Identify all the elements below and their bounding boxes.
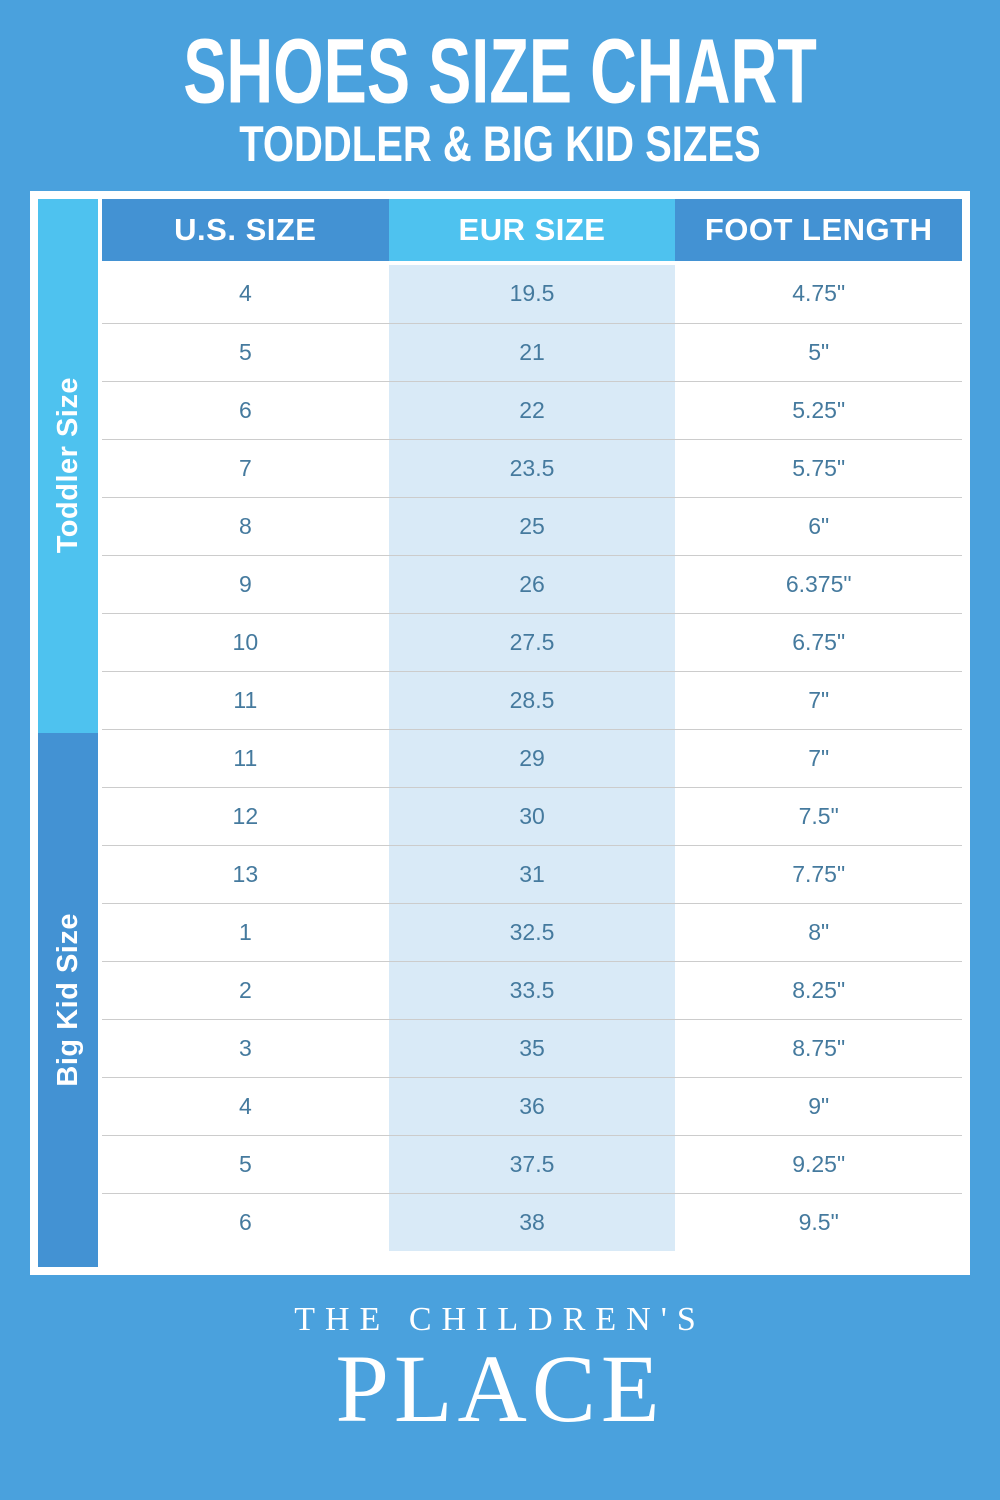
eur-size-cell: 37.5 — [389, 1136, 676, 1193]
foot-length-cell: 6.375" — [675, 556, 962, 613]
us-size-cell: 10 — [102, 614, 389, 671]
foot-length-cell: 7.5" — [675, 788, 962, 845]
eur-size-cell: 25 — [389, 498, 676, 555]
table-row — [102, 1077, 962, 1135]
table-row — [102, 1019, 962, 1077]
toddler-size-label: Toddler Size — [51, 377, 84, 554]
table-row — [102, 845, 962, 903]
foot-length-cell: 8.25" — [675, 962, 962, 1019]
foot-length-cell: 5" — [675, 324, 962, 381]
table-row — [102, 381, 962, 439]
page-subtitle: TODDLER & BIG KID SIZES — [239, 116, 761, 172]
eur-size-cell: 32.5 — [389, 904, 676, 961]
brand-name-top: THE CHILDREN'S — [294, 1300, 706, 1338]
us-size-cell: 4 — [102, 265, 389, 323]
table-row — [102, 671, 962, 729]
title-block — [0, 0, 1000, 171]
eur-size-cell: 30 — [389, 788, 676, 845]
us-size-cell: 8 — [102, 498, 389, 555]
page-title: SHOES SIZE CHART — [183, 20, 817, 123]
table-row — [102, 961, 962, 1019]
table-row — [102, 439, 962, 497]
eur-size-cell: 26 — [389, 556, 676, 613]
table-row — [102, 323, 962, 381]
size-chart-panel — [30, 191, 970, 1275]
us-size-header: U.S. SIZE — [102, 199, 389, 261]
big-kid-size-label: Big Kid Size — [51, 912, 84, 1087]
us-size-cell: 5 — [102, 1136, 389, 1193]
brand-logo — [0, 1300, 1000, 1442]
eur-size-cell: 19.5 — [389, 265, 676, 323]
eur-size-cell: 27.5 — [389, 614, 676, 671]
foot-length-cell: 5.75" — [675, 440, 962, 497]
eur-size-cell: 33.5 — [389, 962, 676, 1019]
table-row — [102, 1135, 962, 1193]
us-size-cell: 7 — [102, 440, 389, 497]
section-label-column — [38, 199, 98, 1267]
us-size-cell: 6 — [102, 382, 389, 439]
table-row — [102, 1193, 962, 1251]
us-size-cell: 9 — [102, 556, 389, 613]
eur-size-cell: 38 — [389, 1194, 676, 1251]
us-size-cell: 3 — [102, 1020, 389, 1077]
eur-size-cell: 21 — [389, 324, 676, 381]
eur-size-cell: 23.5 — [389, 440, 676, 497]
us-size-cell: 4 — [102, 1078, 389, 1135]
table-row — [102, 613, 962, 671]
eur-size-cell: 36 — [389, 1078, 676, 1135]
foot-length-cell: 6.75" — [675, 614, 962, 671]
eur-size-cell: 28.5 — [389, 672, 676, 729]
table-row — [102, 497, 962, 555]
brand-name-bottom: PLACE — [335, 1334, 665, 1442]
foot-length-cell: 9.5" — [675, 1194, 962, 1251]
us-size-cell: 11 — [102, 730, 389, 787]
foot-length-cell: 9.25" — [675, 1136, 962, 1193]
big-kid-size-strip — [38, 733, 98, 1267]
us-size-cell: 13 — [102, 846, 389, 903]
foot-length-cell: 8" — [675, 904, 962, 961]
foot-length-cell: 7" — [675, 730, 962, 787]
us-size-cell: 5 — [102, 324, 389, 381]
foot-length-cell: 4.75" — [675, 265, 962, 323]
us-size-cell: 2 — [102, 962, 389, 1019]
table-row — [102, 787, 962, 845]
us-size-cell: 11 — [102, 672, 389, 729]
size-table — [102, 199, 962, 1267]
size-chart-inner — [38, 199, 962, 1267]
table-row — [102, 903, 962, 961]
eur-size-header: EUR SIZE — [389, 199, 676, 261]
eur-size-cell: 31 — [389, 846, 676, 903]
foot-length-cell: 9" — [675, 1078, 962, 1135]
foot-length-header: FOOT LENGTH — [675, 199, 962, 261]
toddler-size-strip — [38, 199, 98, 733]
eur-size-cell: 22 — [389, 382, 676, 439]
table-body — [102, 265, 962, 1251]
eur-size-cell: 29 — [389, 730, 676, 787]
table-row — [102, 265, 962, 323]
foot-length-cell: 8.75" — [675, 1020, 962, 1077]
foot-length-cell: 7.75" — [675, 846, 962, 903]
us-size-cell: 12 — [102, 788, 389, 845]
table-row — [102, 555, 962, 613]
table-header-row — [102, 199, 962, 261]
table-row — [102, 729, 962, 787]
us-size-cell: 6 — [102, 1194, 389, 1251]
foot-length-cell: 7" — [675, 672, 962, 729]
us-size-cell: 1 — [102, 904, 389, 961]
eur-size-cell: 35 — [389, 1020, 676, 1077]
foot-length-cell: 5.25" — [675, 382, 962, 439]
foot-length-cell: 6" — [675, 498, 962, 555]
